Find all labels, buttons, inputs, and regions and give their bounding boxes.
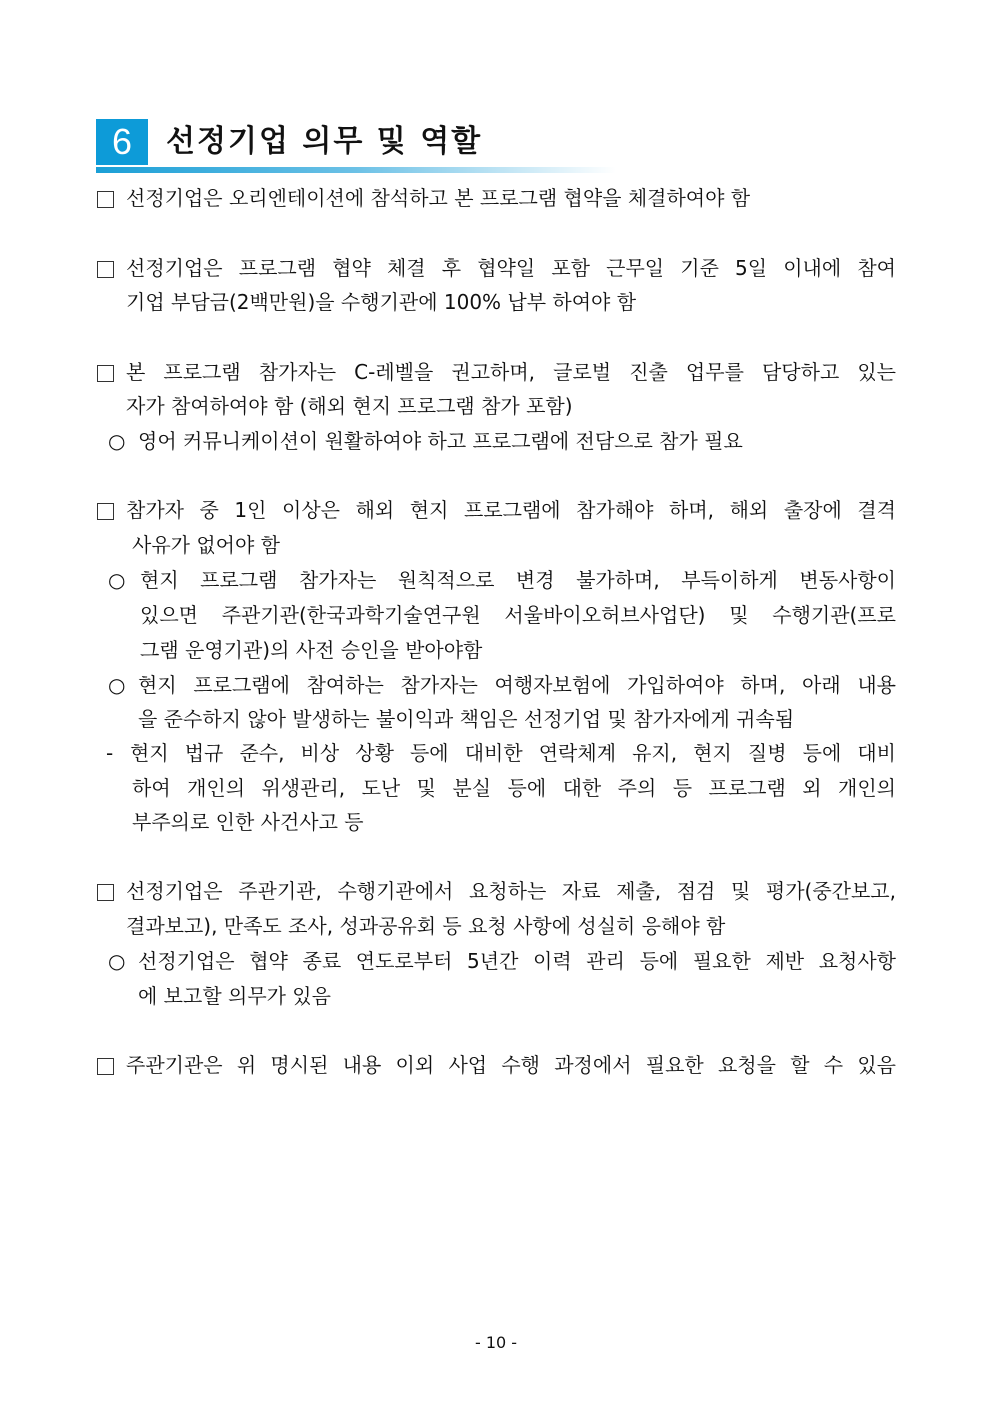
item-4-sub-1-line-1: 현지 프로그램 참가자는 원칙적으로 변경 불가하며, 부득이하게 변동사항이 [140, 568, 896, 592]
title-underline [96, 167, 616, 173]
item-1-line-1: 선정기업은 오리엔테이션에 참석하고 본 프로그램 협약을 체결하여야 함 [126, 186, 751, 210]
dash-bullet: - [106, 741, 114, 765]
item-4-line-1: 참가자 중 1인 이상은 해외 현지 프로그램에 참가해야 하며, 해외 출장에 결격 [126, 498, 896, 522]
item-3-line-2: 자가 참여하여야 함 (해외 현지 프로그램 참가 포함) [126, 394, 573, 418]
item-5-line-2: 결과보고), 만족도 조사, 성과공유회 등 요청 사항에 성실히 응해야 함 [126, 914, 726, 938]
item-4-sub-1-line-2: 있으면 주관기관(한국과학기술연구원 서울바이오허브사업단) 및 수행기관(프로 [140, 603, 896, 627]
item-6-line-1: 주관기관은 위 명시된 내용 이외 사업 수행 과정에서 필요한 요청을 할 수 있음 [126, 1053, 896, 1077]
item-4-line-2: 사유가 없어야 함 [132, 533, 280, 557]
section-title: 선정기업 의무 및 역할 [166, 124, 483, 159]
item-5-sub-1-line-2: 에 보고할 의무가 있음 [138, 984, 331, 1008]
checkbox-bullet [97, 503, 114, 520]
circle-bullet: ○ [108, 568, 126, 592]
item-4-sub-2-line-1: 현지 프로그램에 참여하는 참가자는 여행자보험에 가입하여야 하며, 아래 내용 [138, 673, 896, 697]
item-4-sub-1-line-3: 그램 운영기관)의 사전 승인을 받아야함 [140, 638, 483, 662]
item-4-dash-line-3: 부주의로 인한 사건사고 등 [132, 810, 364, 834]
checkbox-bullet [97, 884, 114, 901]
circle-bullet: ○ [108, 949, 126, 973]
checkbox-bullet [97, 261, 114, 278]
item-4-dash-line-1: 현지 법규 준수, 비상 상황 등에 대비한 연락체계 유지, 현지 질병 등에 대비 [130, 741, 896, 765]
circle-bullet: ○ [108, 429, 126, 453]
item-2-line-2: 기업 부담금(2백만원)을 수행기관에 100% 납부 하여야 함 [126, 290, 637, 314]
item-5-line-1: 선정기업은 주관기관, 수행기관에서 요청하는 자료 제출, 점검 및 평가(중간보고, [126, 879, 896, 903]
item-2-line-1: 선정기업은 프로그램 협약 체결 후 협약일 포함 근무일 기준 5일 이내에 참여 [126, 256, 896, 280]
item-4-dash-line-2: 하여 개인의 위생관리, 도난 및 분실 등에 대한 주의 등 프로그램 외 개인의 [132, 776, 896, 800]
item-3-sub-1: 영어 커뮤니케이션이 원활하여야 하고 프로그램에 전담으로 참가 필요 [138, 429, 743, 453]
item-4-sub-2-line-2: 을 준수하지 않아 발생하는 불이익과 책임은 선정기업 및 참가자에게 귀속됨 [138, 707, 795, 731]
checkbox-bullet [97, 365, 114, 382]
page-number: - 10 - [474, 1333, 518, 1352]
circle-bullet: ○ [108, 673, 126, 697]
item-5-sub-1-line-1: 선정기업은 협약 종료 연도로부터 5년간 이력 관리 등에 필요한 제반 요청사항 [138, 949, 896, 973]
item-3-line-1: 본 프로그램 참가자는 C-레벨을 권고하며, 글로벌 진출 업무를 담당하고 있는 [126, 360, 896, 384]
checkbox-bullet [97, 191, 114, 208]
checkbox-bullet [97, 1058, 114, 1075]
section-number: 6 [96, 119, 148, 165]
